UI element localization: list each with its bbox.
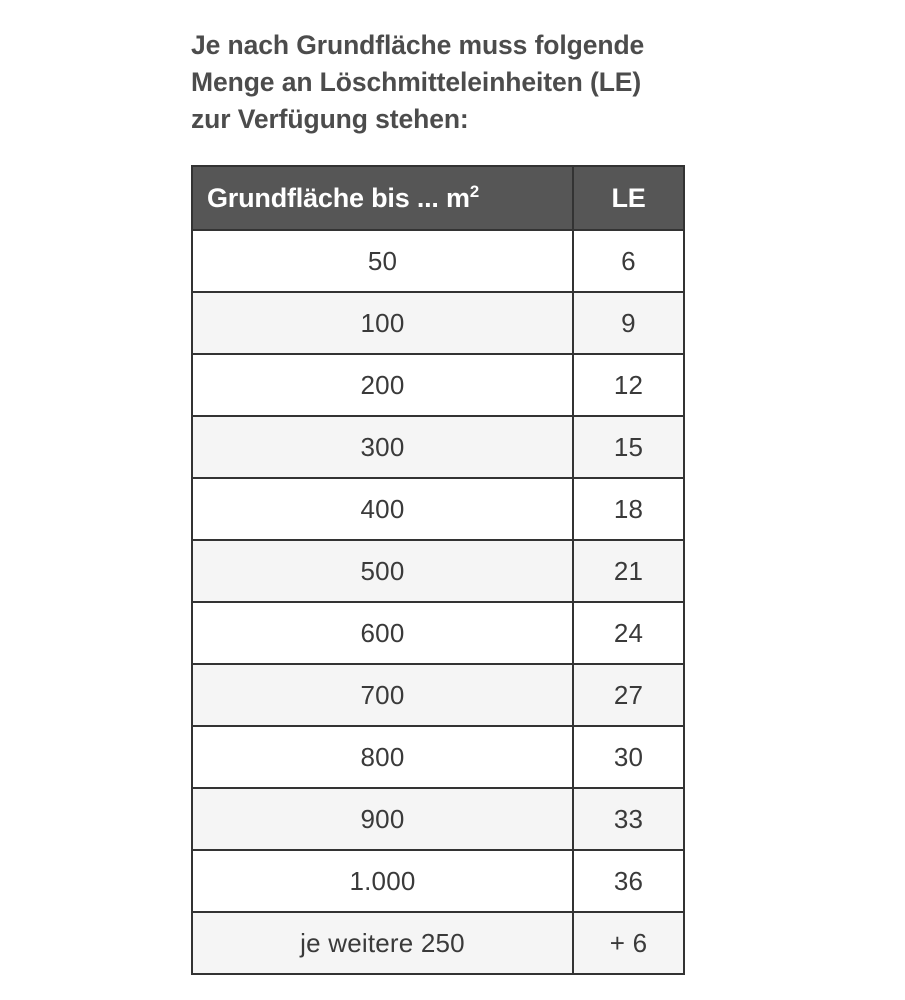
cell-le: 36 bbox=[573, 850, 684, 912]
table-header bbox=[192, 166, 684, 230]
table-row bbox=[192, 850, 684, 912]
intro-heading-line-3: zur Verfügung stehen: bbox=[191, 104, 469, 134]
cell-le: 6 bbox=[573, 230, 684, 292]
cell-grundflaeche: 500 bbox=[192, 540, 573, 602]
column-header-grundflaeche-superscript: 2 bbox=[469, 181, 479, 201]
cell-le: 27 bbox=[573, 664, 684, 726]
column-header-grundflaeche bbox=[192, 166, 573, 230]
extinguishing-units-table bbox=[191, 165, 685, 975]
table-row bbox=[192, 912, 684, 974]
table-header-row bbox=[192, 166, 684, 230]
table-row bbox=[192, 416, 684, 478]
cell-grundflaeche: 900 bbox=[192, 788, 573, 850]
table-row bbox=[192, 354, 684, 416]
column-header-grundflaeche-text: Grundfläche bis ... m bbox=[207, 182, 470, 213]
extinguishing-units-table-container bbox=[191, 165, 683, 975]
table-row bbox=[192, 788, 684, 850]
table-row bbox=[192, 726, 684, 788]
cell-grundflaeche: 800 bbox=[192, 726, 573, 788]
intro-heading bbox=[191, 27, 711, 138]
cell-grundflaeche: 50 bbox=[192, 230, 573, 292]
table-row bbox=[192, 230, 684, 292]
cell-le: 30 bbox=[573, 726, 684, 788]
cell-grundflaeche: 400 bbox=[192, 478, 573, 540]
table-row bbox=[192, 602, 684, 664]
cell-grundflaeche: 100 bbox=[192, 292, 573, 354]
cell-le: 21 bbox=[573, 540, 684, 602]
intro-heading-line-1: Je nach Grundfläche muss folgende bbox=[191, 30, 645, 60]
cell-le: 33 bbox=[573, 788, 684, 850]
cell-grundflaeche: 600 bbox=[192, 602, 573, 664]
table-row bbox=[192, 478, 684, 540]
table-row bbox=[192, 540, 684, 602]
cell-le: 18 bbox=[573, 478, 684, 540]
cell-grundflaeche: 1.000 bbox=[192, 850, 573, 912]
table-row bbox=[192, 292, 684, 354]
cell-le: + 6 bbox=[573, 912, 684, 974]
column-header-le: LE bbox=[573, 166, 684, 230]
table-body bbox=[192, 230, 684, 974]
cell-le: 12 bbox=[573, 354, 684, 416]
cell-le: 24 bbox=[573, 602, 684, 664]
table-row bbox=[192, 664, 684, 726]
intro-heading-line-2: Menge an Löschmitteleinheiten (LE) bbox=[191, 67, 642, 97]
cell-le: 9 bbox=[573, 292, 684, 354]
cell-grundflaeche: 200 bbox=[192, 354, 573, 416]
cell-grundflaeche: 700 bbox=[192, 664, 573, 726]
cell-grundflaeche: 300 bbox=[192, 416, 573, 478]
cell-le: 15 bbox=[573, 416, 684, 478]
cell-grundflaeche: je weitere 250 bbox=[192, 912, 573, 974]
